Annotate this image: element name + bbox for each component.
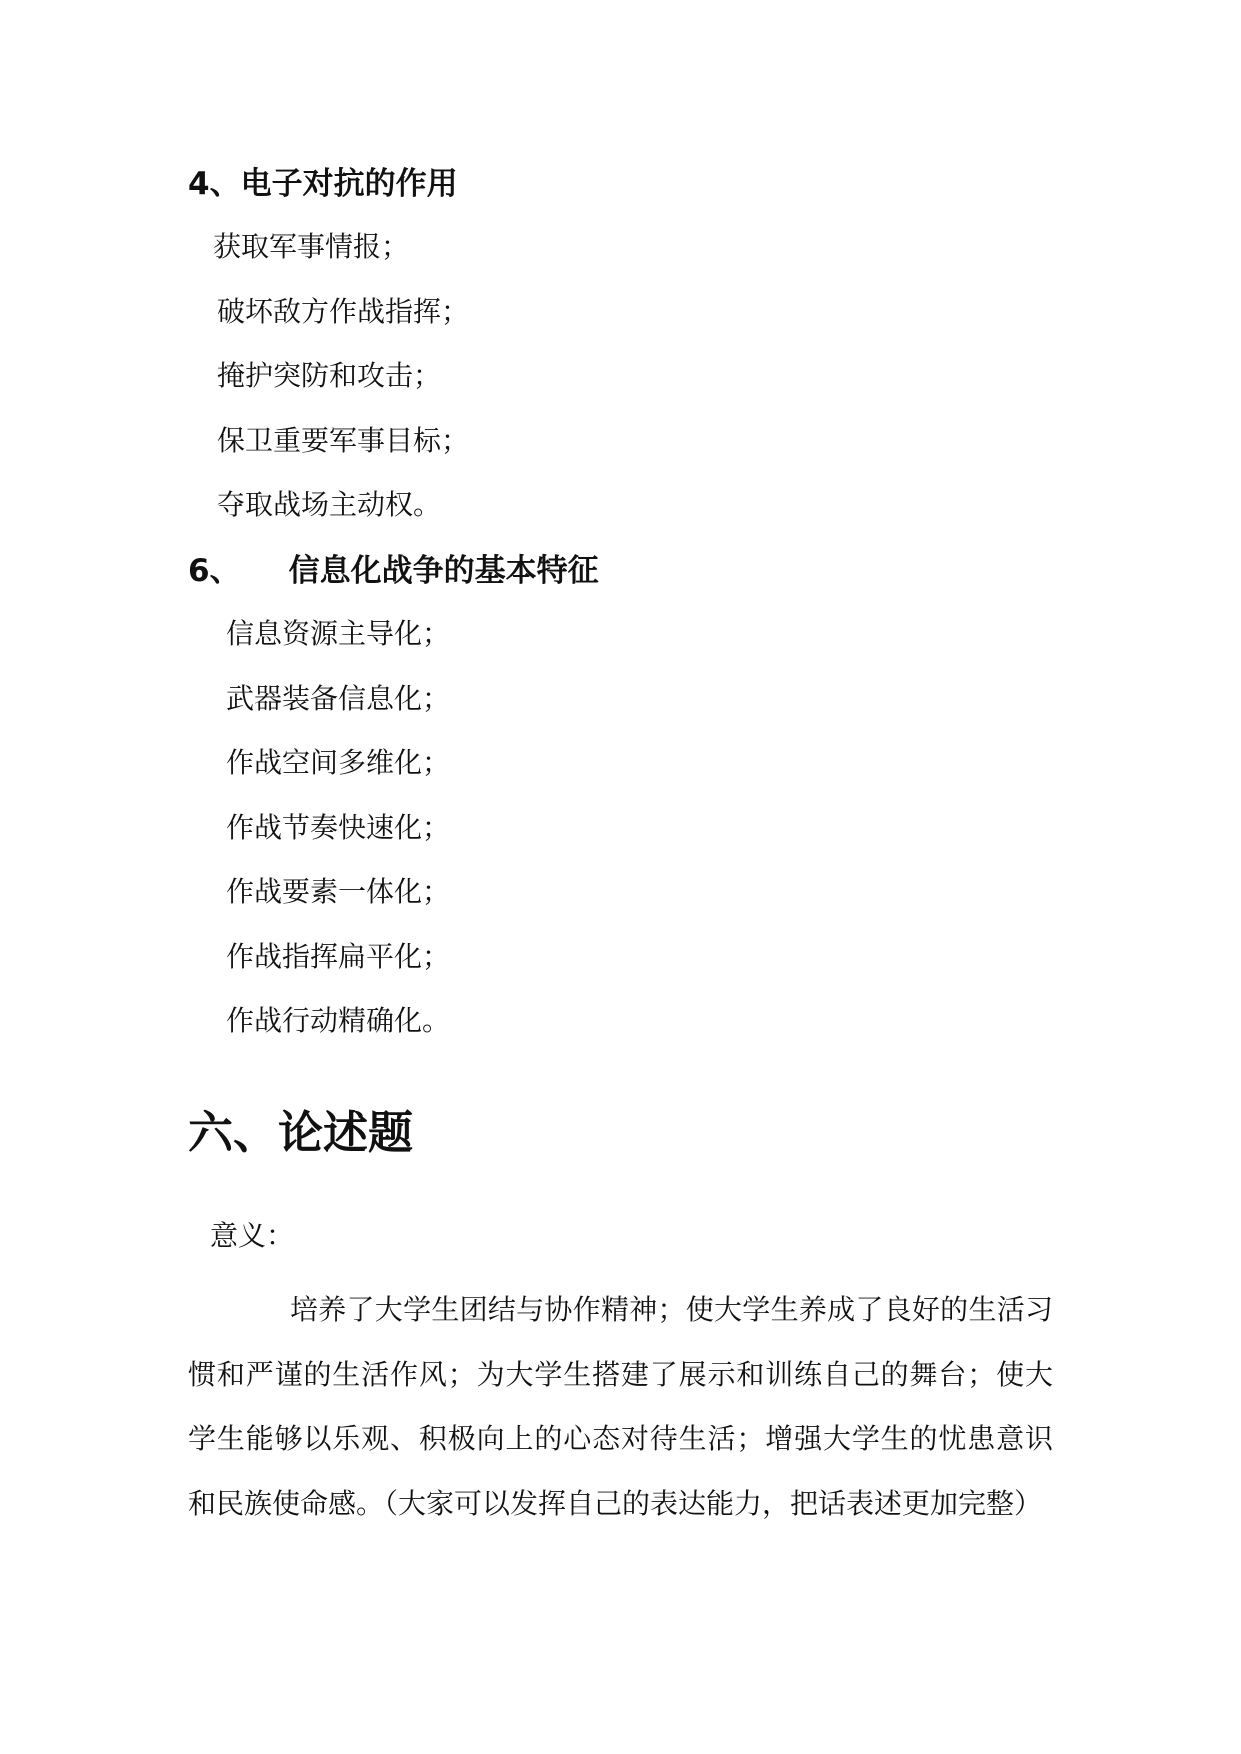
section-4-item: 夺取战场主动权。	[217, 488, 442, 521]
section-4-number: 4、	[188, 166, 241, 202]
section-6-number: 6、	[188, 553, 241, 589]
section-6-item: 作战行动精确化。	[226, 1004, 451, 1037]
section-6-item: 作战节奏快速化；	[226, 811, 451, 844]
essay-section-title: 六、论述题	[188, 1106, 414, 1159]
section-4-heading	[188, 166, 458, 202]
section-6-item: 作战空间多维化；	[226, 746, 451, 779]
section-4-item: 获取军事情报；	[213, 230, 410, 263]
section-6-item: 作战指挥扁平化；	[226, 940, 451, 973]
section-4-item: 掩护突防和攻击；	[217, 359, 442, 392]
essay-label: 意义：	[210, 1219, 295, 1252]
section-6-item: 信息资源主导化；	[226, 617, 451, 650]
section-6-item: 武器装备信息化；	[226, 682, 451, 715]
section-6-heading	[188, 553, 599, 589]
section-6-title: 信息化战争的基本特征	[288, 553, 599, 589]
section-4-item: 破坏敌方作战指挥；	[217, 295, 470, 328]
essay-paragraph: 培养了大学生团结与协作精神；使大学生养成了良好的生活习惯和严谨的生活作风；为大学生搭建了展示和训练自己的舞台；使大学生能够以乐观、积极向上的心态对待生活；增强大学生的忧患意识和民族使命感。（大家可以发挥自己的表达能力，把话表述更加完整）	[188, 1293, 1053, 1520]
section-4-title: 电子对抗的作用	[240, 166, 458, 202]
section-4-item: 保卫重要军事目标；	[217, 424, 470, 457]
section-6-item: 作战要素一体化；	[226, 875, 451, 908]
